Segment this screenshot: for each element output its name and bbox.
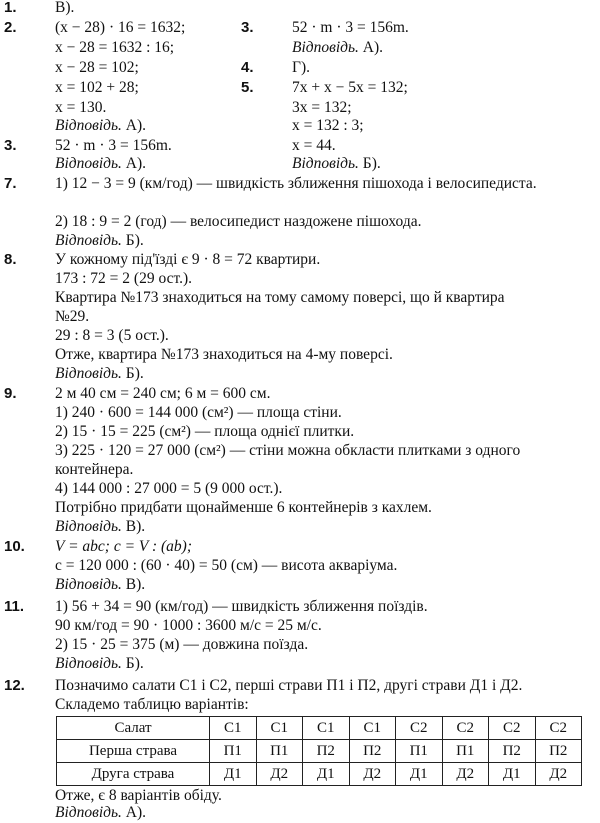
problem-number: 4.: [241, 59, 254, 76]
answer-value: Б).: [125, 365, 144, 382]
problem-number: 8.: [4, 251, 17, 268]
table-row: [57, 740, 582, 763]
problem-number: 10.: [4, 538, 25, 555]
problem-number: 9.: [4, 385, 17, 402]
equation-line: x = 44.: [292, 137, 336, 154]
table-row: [57, 717, 582, 740]
answer-line: [55, 154, 146, 174]
solution-line: 173 : 72 = 2 (29 ост.).: [55, 270, 192, 287]
equation-line: x − 28 = 1632 : 16;: [55, 39, 175, 56]
answer-value: В).: [125, 576, 146, 593]
answer-line: [55, 517, 145, 537]
solution-line: Позначимо салати С1 і С2, перші страви П1 і П2, другі страви Д1 і Д2.: [55, 677, 523, 694]
solution-line: 2 м 40 см = 240 см; 6 м = 600 см.: [55, 385, 271, 402]
answer-label: Відповідь.: [55, 155, 122, 172]
answer-value: А).: [125, 155, 147, 172]
equation-line: 3x = 132;: [292, 99, 352, 116]
answer-value: Б).: [125, 232, 144, 249]
equation-line: 52 · m · 3 = 156m.: [55, 137, 172, 154]
problem-1-answer: В).: [55, 0, 75, 16]
table-cell: С2: [396, 717, 443, 740]
table-cell: П1: [396, 740, 443, 763]
answer-value: Б).: [125, 655, 144, 672]
problem-number: 2.: [4, 19, 17, 36]
answer-line: [55, 364, 144, 384]
table-cell: С1: [349, 717, 396, 740]
answer-value: Б).: [362, 155, 381, 172]
table-cell: Д2: [442, 763, 489, 786]
answer-label: Відповідь.: [55, 518, 122, 535]
table-cell: С1: [303, 717, 350, 740]
table-cell: С1: [256, 717, 303, 740]
row-header: Перша страва: [57, 740, 210, 763]
solution-line: 90 км/год = 90 · 1000 : 3600 м/с = 25 м/с.: [55, 617, 322, 634]
table-cell: Д2: [535, 763, 582, 786]
solution-line: №29.: [55, 308, 90, 325]
answer-line: [55, 654, 144, 674]
solution-line: 3) 225 · 120 = 27 000 (см²) — стіни можна обкласти плитками з одного: [55, 442, 521, 459]
table-cell: Д1: [210, 763, 257, 786]
answer-value: В).: [125, 518, 146, 535]
table-cell: Д1: [489, 763, 536, 786]
solution-line: 29 : 8 = 3 (5 ост.).: [55, 327, 169, 344]
table-cell: П2: [489, 740, 536, 763]
formula-line: V = abc; c = V : (ab);: [55, 538, 192, 555]
problem-4-answer: Г).: [292, 59, 310, 76]
row-header: Друга страва: [57, 763, 210, 786]
variants-table: [56, 716, 582, 786]
table-cell: Д1: [303, 763, 350, 786]
equation-line: 52 · m · 3 = 156m.: [292, 19, 409, 36]
solution-line: c = 120 000 : (60 · 40) = 50 (см) — висота акваріума.: [55, 557, 398, 574]
table-row: [57, 763, 582, 786]
table-cell: С2: [442, 717, 489, 740]
solution-line: Отже, квартира №173 знаходиться на 4-му поверсі.: [55, 346, 393, 363]
solution-line: Потрібно придбати щонайменше 6 контейнерів з кахлем.: [55, 499, 432, 516]
table-cell: П1: [210, 740, 257, 763]
answer-label: Відповідь.: [55, 117, 122, 134]
problem-number: 7.: [4, 175, 17, 192]
equation-line: x = 102 + 28;: [55, 79, 139, 96]
problem-number: 12.: [4, 677, 25, 694]
answer-line: [292, 38, 383, 58]
solution-line: контейнера.: [55, 461, 134, 478]
table-cell: П2: [349, 740, 396, 763]
answer-label: Відповідь.: [292, 155, 359, 172]
table-cell: П2: [303, 740, 350, 763]
solution-line: 2) 15 · 25 = 375 (м) — довжина поїзда.: [55, 636, 309, 653]
equation-line: (x − 28) · 16 = 1632;: [55, 19, 186, 36]
equation-line: x − 28 = 102;: [55, 59, 139, 76]
table-cell: Д2: [349, 763, 396, 786]
equation-line: x = 132 : 3;: [292, 117, 364, 134]
table-cell: С2: [489, 717, 536, 740]
row-header: Салат: [57, 717, 210, 740]
answer-label: Відповідь.: [55, 232, 122, 249]
solution-line: У кожному під'їзді є 9 · 8 = 72 квартири.: [55, 251, 321, 268]
table-cell: Д2: [256, 763, 303, 786]
answer-label: Відповідь.: [55, 655, 122, 672]
answer-line: [55, 231, 144, 251]
solution-line: 2) 15 · 15 = 225 (см²) — площа однієї плитки.: [55, 423, 355, 440]
table-cell: П1: [442, 740, 489, 763]
answer-label: Відповідь.: [292, 39, 359, 56]
solution-line: 2) 18 : 9 = 2 (год) — велосипедист наздожене пішохода.: [55, 213, 422, 230]
table-cell: Д1: [396, 763, 443, 786]
solution-line: 1) 56 + 34 = 90 (км/год) — швидкість зближення поїздів.: [55, 598, 428, 615]
answer-value: А).: [362, 39, 384, 56]
answer-line: [55, 575, 145, 595]
answer-label: Відповідь.: [55, 365, 122, 382]
problem-number: 3.: [241, 19, 254, 36]
equation-line: 7x + x − 5x = 132;: [292, 79, 408, 96]
table-cell: С1: [210, 717, 257, 740]
solution-line: 1) 240 · 600 = 144 000 (см²) — площа стіни.: [55, 404, 342, 421]
answer-label: Відповідь.: [55, 576, 122, 593]
answer-label: Відповідь.: [55, 804, 122, 821]
table-cell: С2: [535, 717, 582, 740]
problem-number: 3.: [4, 137, 17, 154]
answer-value: А).: [125, 804, 147, 821]
solution-line: 1) 12 − 3 = 9 (км/год) — швидкість зближення пішохода і велосипедиста.: [55, 175, 537, 192]
problem-number: 11.: [4, 598, 25, 615]
answer-line: [55, 116, 146, 136]
answer-line: [292, 154, 381, 174]
solution-line: Квартира №173 знаходиться на тому самому поверсі, що й квартира: [55, 289, 505, 306]
table-cell: П2: [535, 740, 582, 763]
problem-number: 5.: [241, 79, 254, 96]
solution-line: 4) 144 000 : 27 000 = 5 (9 000 ост.).: [55, 480, 283, 497]
answer-value: А).: [125, 117, 147, 134]
solution-line: Складемо таблицю варіантів:: [55, 696, 249, 713]
table-cell: П1: [256, 740, 303, 763]
solution-line: Отже, є 8 варіантів обіду.: [55, 787, 222, 804]
problem-number: 1.: [4, 0, 17, 16]
answer-line: [55, 803, 146, 823]
equation-line: x = 130.: [55, 99, 107, 116]
